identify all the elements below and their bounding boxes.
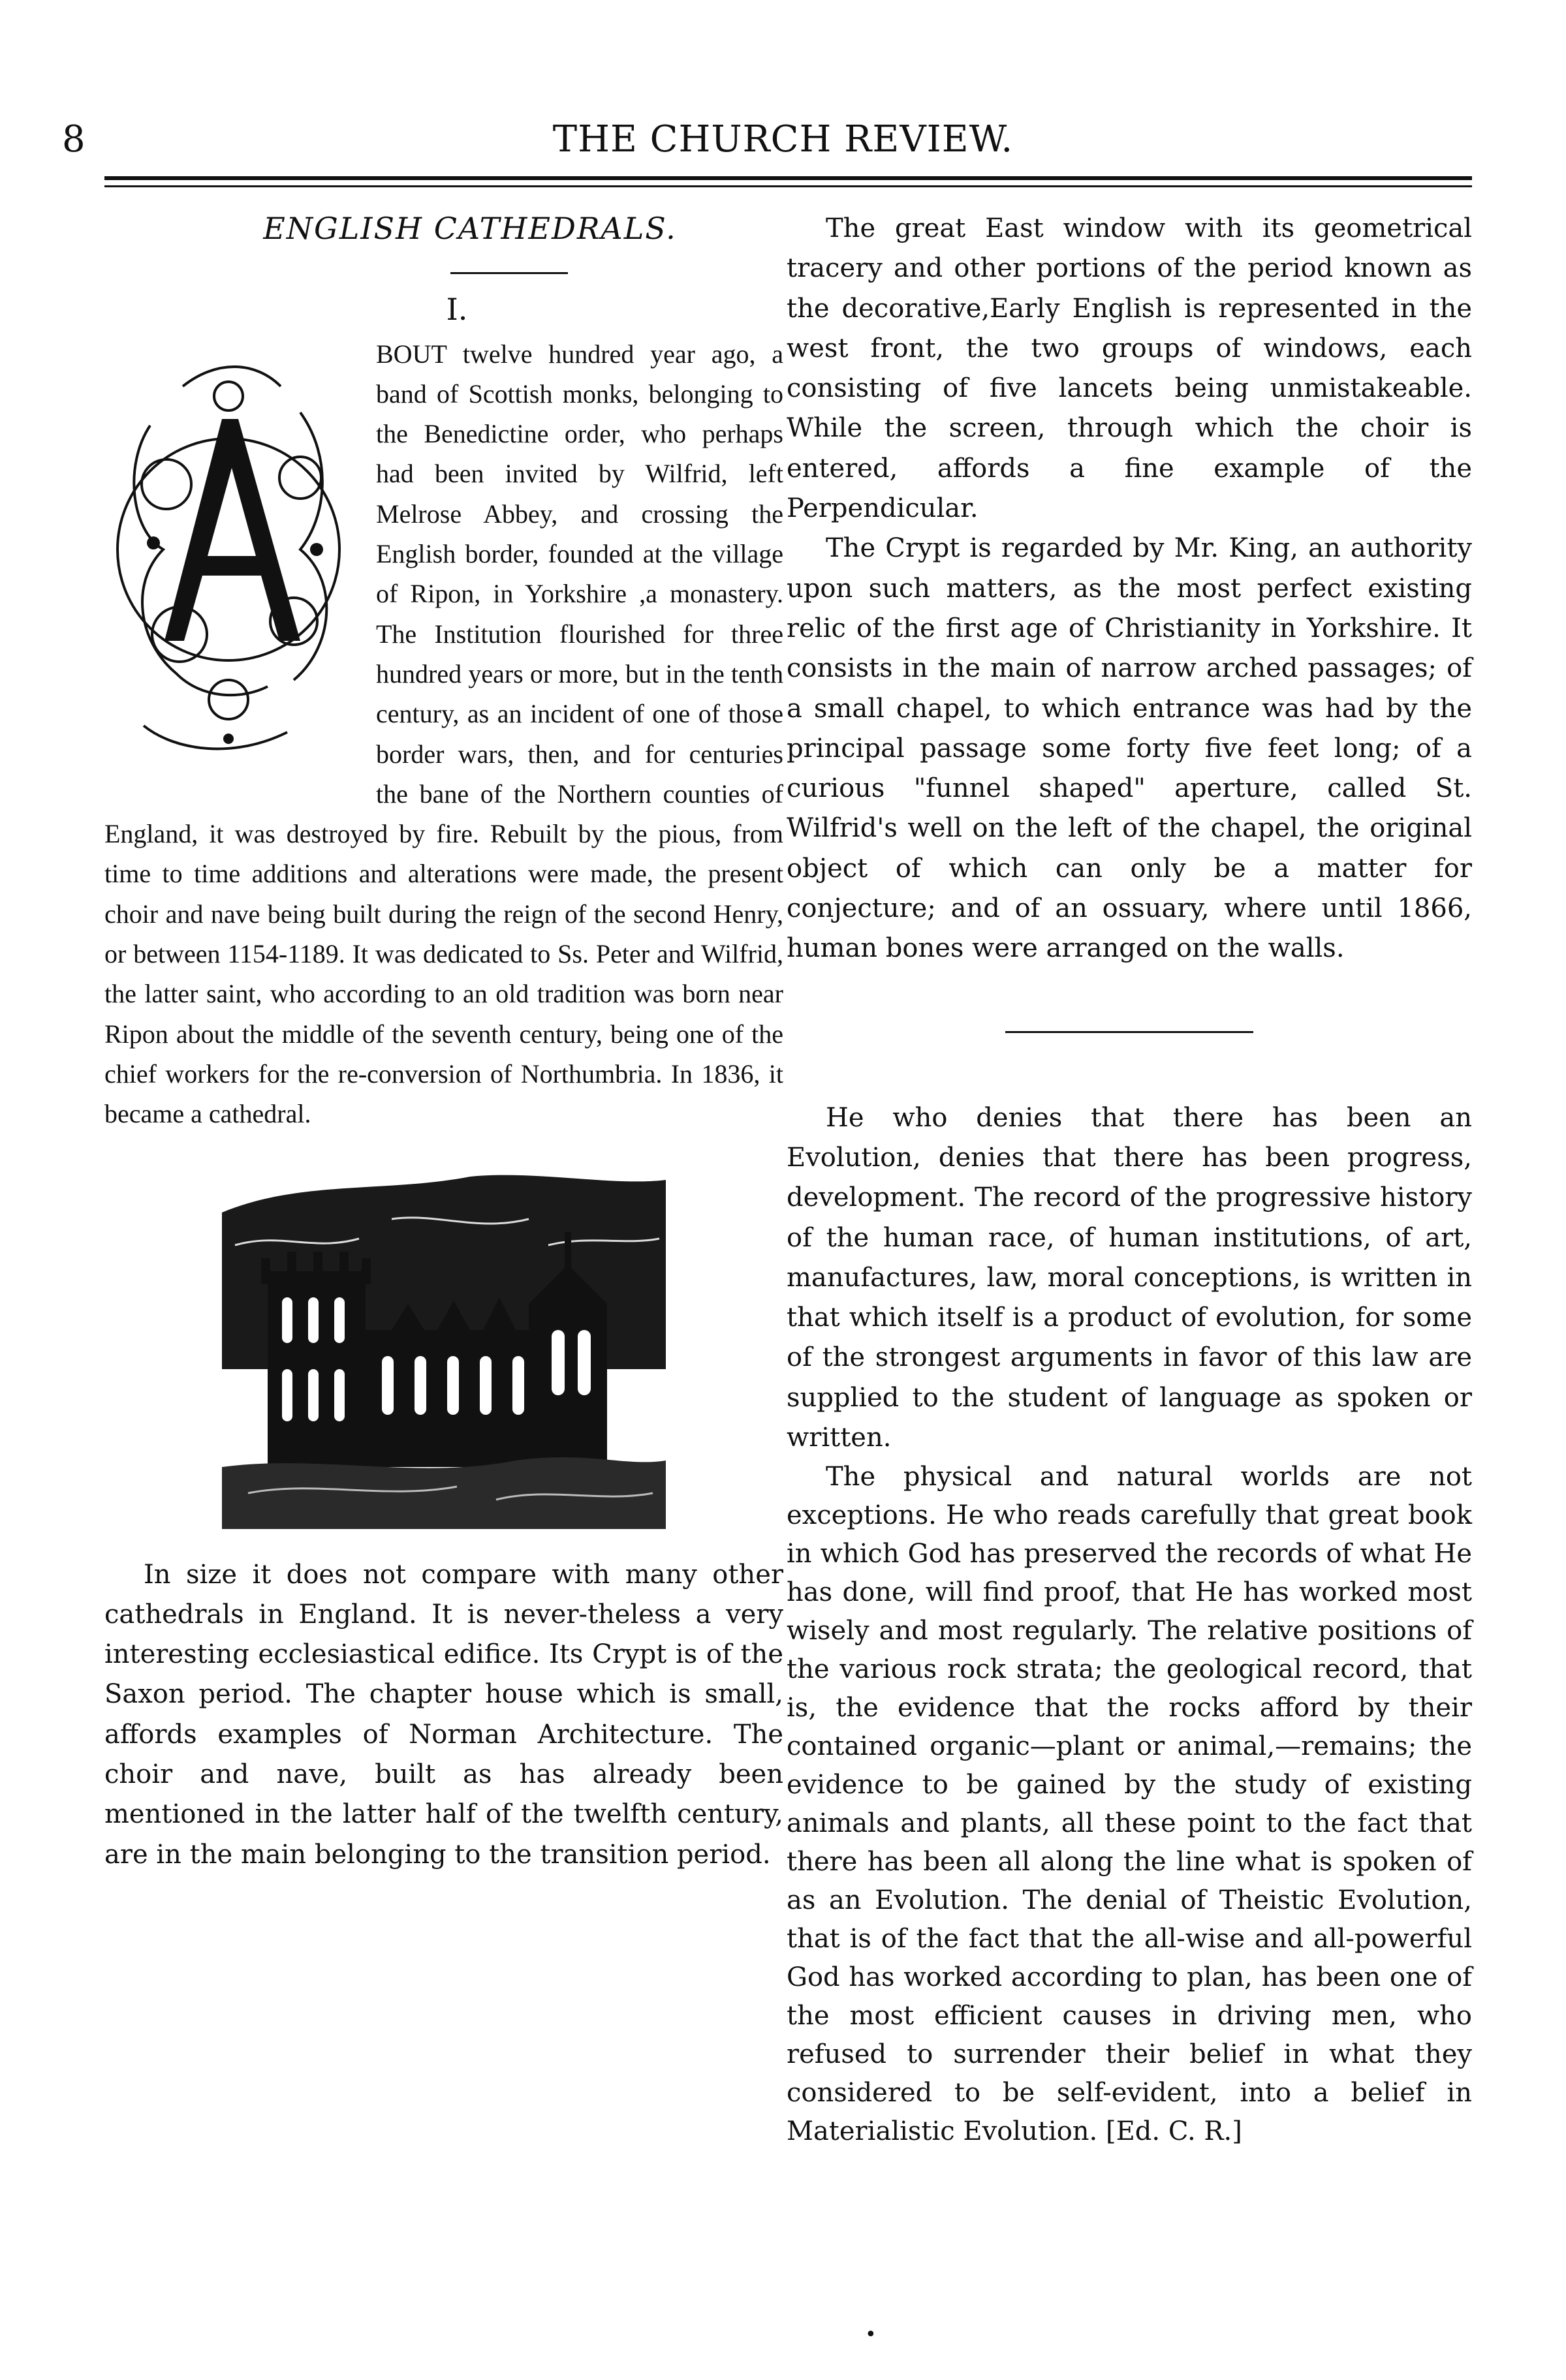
- section-numeral: I.: [446, 292, 468, 328]
- header-rule-thin: [104, 185, 1472, 187]
- editorial-paragraph: He who denies that there has been an Evolution, denies that there has been progress, development. The record of the progressive history of the human race, of human institutions, of art, manufactures, law, moral conceptions, is written in that which itself is a product of evolution, for some of the strongest arguments in favor of this law are supplied to the student of language as spoken or written.: [787, 1102, 1472, 1453]
- left-column: [104, 209, 783, 1875]
- ornamental-letter-a-icon: [104, 334, 352, 775]
- section-divider: [1005, 1031, 1253, 1033]
- ornamental-dropcap: [104, 334, 352, 775]
- page-number: 8: [62, 118, 86, 161]
- article-paragraph: BOUT twelve hundred year ago, a band of Scottish monks, belonging to the Benedictine order, who perhaps had been invited by Wilfrid, left Melrose Abbey, and crossing the English border, founded at the village of Ripon, in Yorkshire ,a monastery. The Institution flourished for three hundred years or more, but in the tenth century, as an incident of one of those border wars, then, and for centuries the bane of the Northern counties of England, it was destroyed by fire. Rebuilt by the pious, from time to time additions and alterations were made, the present choir and nave being built during the reign of the second Henry, or between 1154-1189. It was dedicated to Ss. Peter and Wilfrid, the latter saint, who according to an old tradition was born near Ripon about the middle of the seventh century, being one of the chief workers for the re-conversion of Northumbria. In 1836, it became a cathedral.: [104, 339, 783, 1129]
- page-header: [0, 85, 1566, 163]
- right-column: [787, 209, 1472, 2151]
- article-paragraph: The Crypt is regarded by Mr. King, an authority upon such matters, as the most perfect existing relic of the first age of Christianity in Yorkshire. It consists in the main of narrow arched passages; of a small chapel, to which entrance was had by the principal passage some forty five feet long; of a curious "funnel shaped" aperture, called St. Wilfrid's well on the left of the chapel, the original object of which can only be a matter for conjecture; and of an ossuary, where until 1866, human bones were arranged on the walls.: [787, 533, 1472, 964]
- article-title: ENGLISH CATHEDRALS.: [263, 211, 677, 246]
- header-rule: [104, 176, 1472, 180]
- title-rule: [450, 272, 568, 274]
- cathedral-illustration: [222, 1173, 666, 1529]
- article-paragraph: The great East window with its geometrical tracery and other portions of the period known as the decorative,Early English is represented in the west front, the two groups of windows, each consisting of five lancets being unmistakeable. While the screen, through which the choir is entered, affords a fine example of the Perpendicular.: [787, 213, 1472, 524]
- journal-title: THE CHURCH REVIEW.: [552, 118, 1014, 161]
- cathedral-engraving: [222, 1173, 666, 1529]
- editorial-paragraph: The physical and natural worlds are not exceptions. He who reads carefully that great book in which God has preserved the records of what He has done, will find proof, that He has worked most wisely and most regularly. The relative positions of the various rock strata; the geological record, that is, the evidence that the rocks afford by their contained organic—plant or animal,—remains; the evidence to be gained by the study of existing animals and plants, all these point to the fact that there has been all along the line what is spoken of as an Evolution. The denial of Theistic Evolution, that is of the fact that the all-wise and all-powerful God has worked according to plan, has been one of the most efficient causes in driving men, who refused to surrender their belief in what they considered to be self-evident, into a belief in Materialistic Evolution. [Ed. C. R.]: [787, 1462, 1472, 2147]
- article-paragraph: In size it does not compare with many other cathedrals in England. It is never-theless a very interesting ecclesiastical edifice. Its Crypt is of the Saxon period. The chapter house which is small, affords examples of Norman Architecture. The choir and nave, built as has already been mentioned in the latter half of the twelfth century, are in the main belonging to the transition period.: [104, 1559, 783, 1870]
- footer-mark: •: [865, 2323, 877, 2346]
